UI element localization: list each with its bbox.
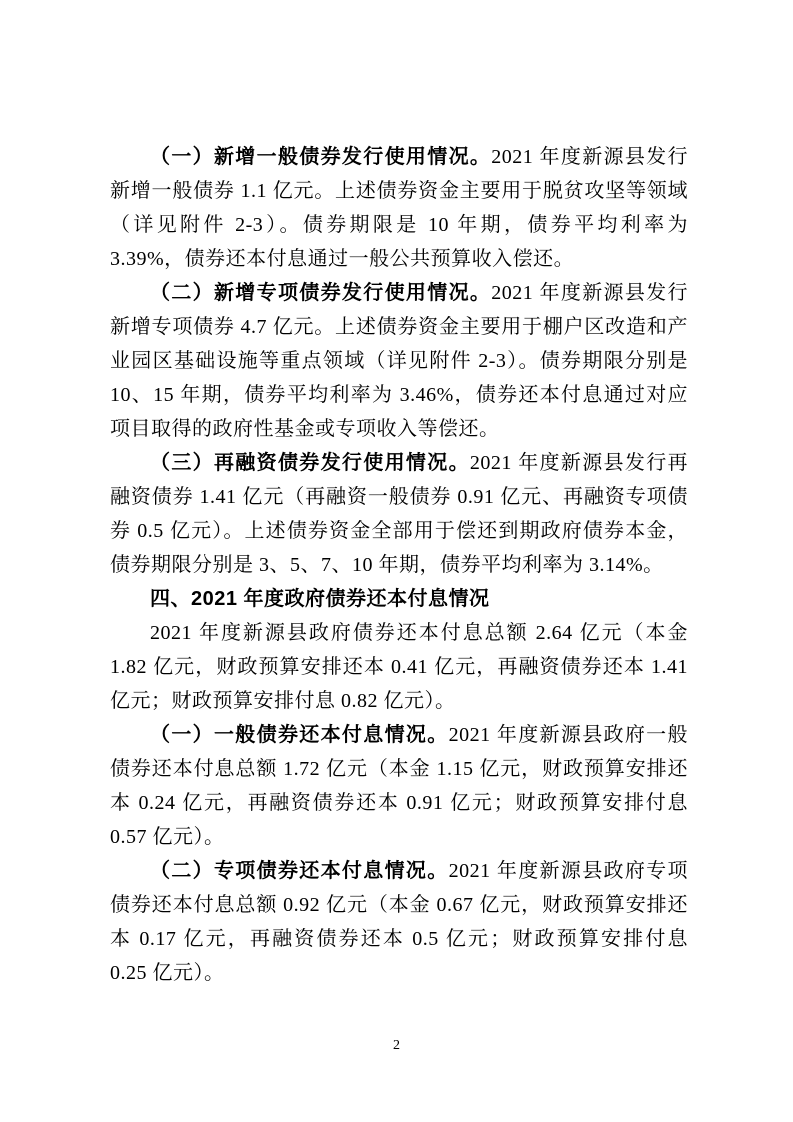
paragraph-special-bond-debt-service (110, 854, 688, 990)
paragraph-new-special-bond-issuance (110, 276, 688, 446)
paragraph-text-refinancing-bond: 2021 年度新源县发行再融资债券 1.41 亿元（再融资一般债券 0.91 亿元、再融资专项债券 0.5 亿元）。上述债券资金全部用于偿还到期政府债券本金，债券期限分别是 3、5、7、10 年期，债券平均利率为 3.14%。 (110, 452, 689, 576)
paragraph-text-special-bond-debt-service: 2021 年度新源县政府专项债券还本付息总额 0.92 亿元（本金 0.67 亿元，财政预算安排还本 0.17 亿元，再融资债券还本 0.5 亿元；财政预算安排付息 0.25 亿元）。 (110, 860, 689, 984)
paragraph-lead-general-bond-debt-service: （一）一般债券还本付息情况。 (150, 724, 449, 746)
page-number: 2 (393, 1038, 400, 1053)
document-content (110, 140, 688, 990)
paragraph-general-bond-debt-service (110, 718, 688, 854)
paragraph-text-total-debt-service: 2021 年度新源县政府债券还本付息总额 2.64 亿元（本金 1.82 亿元，财政预算安排还本 0.41 亿元，再融资债券还本 1.41 亿元；财政预算安排付息 0.82 亿元）。 (110, 622, 688, 712)
paragraph-lead-new-general-bond: （一）新增一般债券发行使用情况。 (150, 146, 492, 168)
section-heading-debt-service: 四、2021 年度政府债券还本付息情况 (150, 588, 490, 610)
paragraph-refinancing-bond-issuance (110, 446, 688, 582)
paragraph-text-new-general-bond: 2021 年度新源县发行新增一般债券 1.1 亿元。上述债券资金主要用于脱贫攻坚等领域（详见附件 2-3）。债券期限是 10 年期，债券平均利率为 3.39%，债券还本付息通过一般公共预算收入偿还。 (110, 146, 689, 270)
paragraph-new-general-bond-issuance (110, 140, 688, 276)
paragraph-lead-special-bond-debt-service: （二）专项债券还本付息情况。 (150, 860, 449, 882)
paragraph-lead-refinancing-bond: （三）再融资债券发行使用情况。 (150, 452, 470, 474)
paragraph-text-new-special-bond: 2021 年度新源县发行新增专项债券 4.7 亿元。上述债券资金主要用于棚户区改造和产业园区基础设施等重点领域（详见附件 2-3）。债券期限分别是 10、15 年期，债券平均利率为 3.46%，债券还本付息通过对应项目取得的政府性基金或专项收入等偿还。 (110, 282, 689, 440)
paragraph-total-debt-service (110, 616, 688, 718)
page-footer (0, 1036, 793, 1054)
paragraph-lead-new-special-bond: （二）新增专项债券发行使用情况。 (150, 282, 492, 304)
paragraph-text-general-bond-debt-service: 2021 年度新源县政府一般债券还本付息总额 1.72 亿元（本金 1.15 亿元，财政预算安排还本 0.24 亿元，再融资债券还本 0.91 亿元；财政预算安排付息 0.57 亿元）。 (110, 724, 689, 848)
